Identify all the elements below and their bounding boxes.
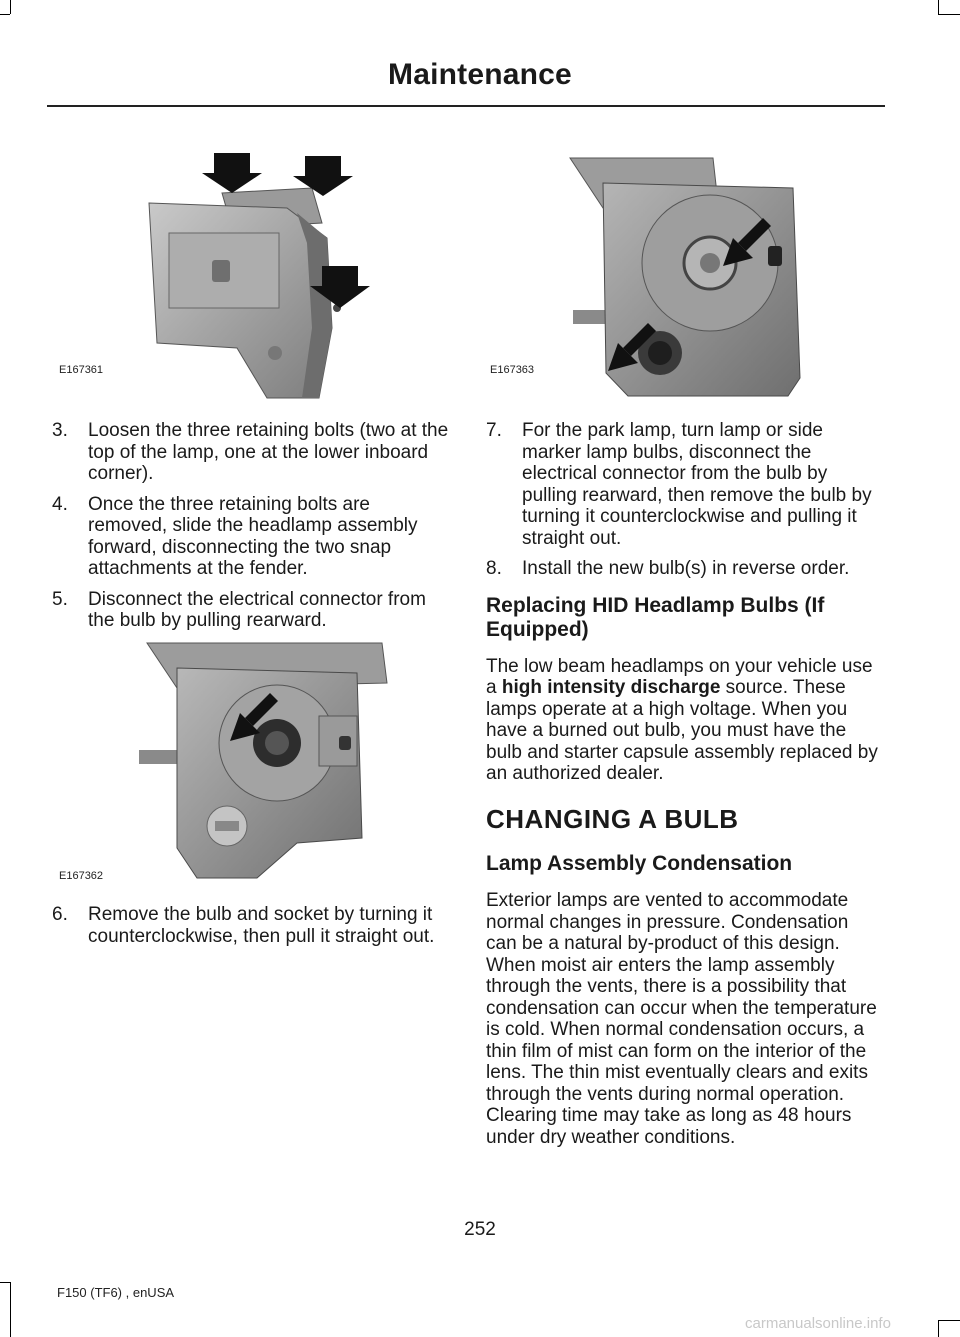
step-number: 5.	[52, 588, 68, 610]
list-item	[486, 558, 882, 580]
crop-mark	[938, 0, 939, 14]
left-column-steps	[52, 420, 452, 641]
hid-paragraph	[486, 656, 882, 785]
step-text: Once the three retaining bolts are removed, slide the headlamp assembly forward, disconnecting the two snap attachments at the fender.	[88, 493, 418, 579]
figure-code: E167362	[59, 870, 104, 882]
watermark: carmanualsonline.info	[745, 1315, 891, 1332]
step-text: Install the new bulb(s) in reverse order.	[522, 558, 850, 579]
headlamp-assembly-illustration	[57, 148, 447, 403]
list-item	[52, 589, 452, 632]
right-column	[486, 420, 882, 1158]
hid-text-before: The low beam headlamps on your vehicle use a	[486, 655, 873, 698]
figure-park-lamp-bulbs	[488, 148, 878, 403]
section-heading: CHANGING A BULB	[486, 803, 739, 834]
crop-mark	[938, 14, 960, 15]
list-item	[486, 420, 882, 549]
step-text: Loosen the three retaining bolts (two at the top of the lamp, one at the lower inboard corner).	[88, 420, 449, 484]
hid-text-bold: high intensity discharge	[501, 677, 721, 698]
step-text: For the park lamp, turn lamp or side marker lamp bulbs, disconnect the electrical connector from the bulb by pulling rearward, then remove the bulb by turning it counterclockwise and pulling it straight out.	[522, 420, 872, 549]
hid-text-after: source. These lamps operate at a high voltage. When you have a burned out bulb, you must have the bulb and starter capsule assembly replaced by an authorized dealer.	[486, 677, 878, 784]
crop-mark	[938, 1320, 960, 1321]
crop-mark	[938, 1320, 939, 1337]
step-text: Disconnect the electrical connector from the bulb by pulling rearward.	[88, 588, 426, 631]
condensation-heading: Lamp Assembly Condensation	[486, 852, 793, 875]
page-title: Maintenance	[388, 58, 572, 91]
figure-code: E167363	[490, 364, 535, 376]
figure-headlamp-connector	[57, 638, 447, 883]
crop-mark	[10, 0, 11, 14]
step-number: 4.	[52, 493, 68, 515]
list-item	[52, 420, 452, 485]
left-column-step6	[52, 904, 452, 956]
figure-headlamp-bolts	[57, 148, 447, 403]
crop-mark	[10, 1282, 11, 1337]
list-item	[52, 904, 452, 947]
footer-model-text: F150 (TF6) , enUSA	[57, 1285, 175, 1300]
lamp-rear-illustration	[488, 148, 878, 403]
crop-mark	[0, 1282, 10, 1283]
figure-code: E167361	[59, 364, 104, 376]
condensation-paragraph: Exterior lamps are vented to accommodate normal changes in pressure. Condensation can be a natural by-product of this design. When moist air enters the lamp assembly through the vents, there is a possibility that condensation can occur when the temperature is cold. When normal condensation occurs, a thin film of mist can form on the interior of the lens. The thin mist eventually clears and exits through the vents during normal operation. Clearing time may take as long as 48 hours under dry weather conditions.	[486, 890, 877, 1148]
arrow-icon	[202, 153, 262, 193]
step-text: Remove the bulb and socket by turning it counterclockwise, then pull it straight out.	[88, 904, 435, 947]
headlamp-rear-illustration	[57, 638, 447, 883]
step-number: 7.	[486, 420, 502, 441]
step-number: 8.	[486, 558, 502, 579]
list-item	[52, 494, 452, 580]
crop-mark	[0, 14, 10, 15]
hid-heading: Replacing HID Headlamp Bulbs (If Equipped)	[486, 593, 825, 641]
header-divider	[47, 105, 885, 107]
step-number: 3.	[52, 420, 68, 441]
step-number: 6.	[52, 904, 68, 925]
page-number: 252	[464, 1219, 496, 1240]
